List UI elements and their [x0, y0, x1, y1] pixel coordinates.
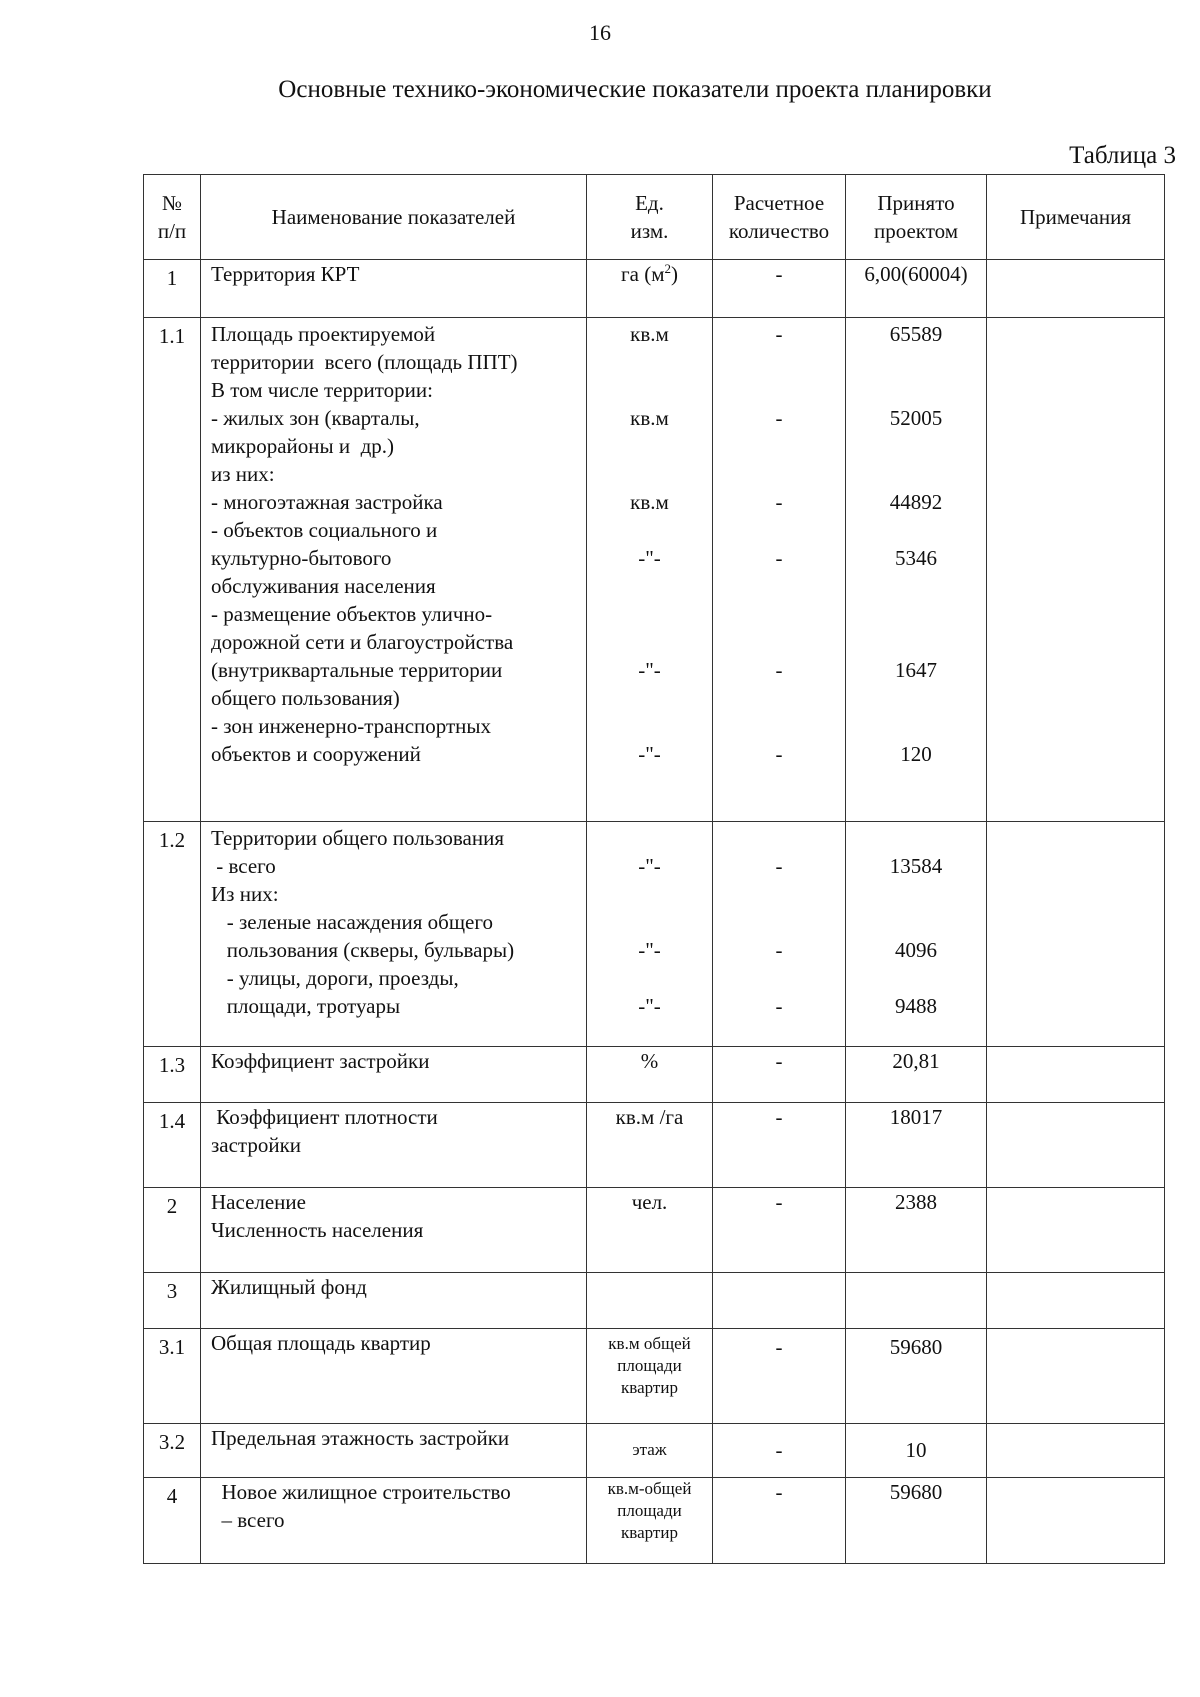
cell-line — [713, 348, 845, 376]
cell-line — [587, 460, 712, 488]
cell-line — [713, 572, 845, 600]
table-row-1-3 — [144, 1047, 1165, 1103]
cell-line: микрорайоны и др.) — [211, 434, 395, 458]
cell-line — [587, 376, 712, 404]
row-unit: га $(м^2)$ — [587, 260, 713, 318]
row-name: Предельная этажность застройки — [201, 1424, 587, 1478]
cell-line: - — [775, 490, 783, 514]
row-name: Общая площадь квартир — [201, 1329, 587, 1424]
cell-line: Численность населения — [211, 1218, 424, 1242]
cell-line — [587, 516, 712, 544]
cell-line — [713, 824, 845, 852]
cell-line: 65589 — [889, 322, 943, 346]
cell-line: - — [775, 854, 783, 878]
cell-line: - зеленые насаждения общего — [211, 910, 493, 934]
cell-line: квартир — [621, 1523, 678, 1542]
cell-line — [587, 628, 712, 656]
cell-line: культурно-бытового — [211, 546, 392, 570]
row-calc: - — [713, 1329, 846, 1424]
table-row-1-2 — [144, 822, 1165, 1047]
row-notes — [987, 1047, 1165, 1103]
table-row-4 — [144, 1478, 1165, 1564]
cell-line: кв.м — [630, 406, 669, 430]
row-unit — [587, 318, 713, 822]
row-calc — [713, 1273, 846, 1329]
cell-line: застройки — [211, 1133, 302, 1157]
row-name — [201, 822, 587, 1047]
cell-line — [713, 712, 845, 740]
cell-line: 120 — [900, 742, 932, 766]
cell-line — [713, 880, 845, 908]
cell-line — [713, 628, 845, 656]
row-calc — [713, 318, 846, 822]
cell-line: Территории общего пользования — [211, 826, 505, 850]
row-name — [201, 1188, 587, 1273]
table-caption: Таблица 3 — [1069, 142, 1176, 169]
cell-line — [587, 684, 712, 712]
cell-line: квартир — [621, 1378, 678, 1397]
cell-line: - — [775, 546, 783, 570]
cell-line: Новое жилищное строительство — [211, 1480, 511, 1504]
row-value: 10 — [846, 1424, 987, 1478]
row-calc: - — [713, 1424, 846, 1478]
header-name: Наименование показателей — [201, 175, 587, 260]
cell-line — [846, 908, 986, 936]
header-notes: Примечания — [987, 175, 1165, 260]
table-row-3-2 — [144, 1424, 1165, 1478]
table-row-1-4 — [144, 1103, 1165, 1188]
cell-line — [587, 348, 712, 376]
row-number: 3.1 — [144, 1329, 201, 1424]
row-value: 59680 — [846, 1329, 987, 1424]
row-notes — [987, 822, 1165, 1047]
row-number: 1 — [144, 260, 201, 318]
cell-line: 13584 — [889, 854, 943, 878]
row-unit — [587, 1273, 713, 1329]
cell-line: кв.м общей — [608, 1334, 691, 1353]
table-row-3-1 — [144, 1329, 1165, 1424]
cell-line: кв.м — [630, 490, 669, 514]
cell-line — [846, 824, 986, 852]
row-notes — [987, 1273, 1165, 1329]
cell-line — [846, 880, 986, 908]
row-number: 2 — [144, 1188, 201, 1273]
row-notes — [987, 1188, 1165, 1273]
cell-line: - зон инженерно-транспортных — [211, 714, 492, 738]
cell-line: 1647 — [895, 658, 937, 682]
cell-line: площади, тротуары — [211, 994, 401, 1018]
cell-line — [846, 628, 986, 656]
cell-line: - — [775, 994, 783, 1018]
cell-line — [846, 432, 986, 460]
cell-line: 44892 — [889, 490, 943, 514]
row-number: 1.2 — [144, 822, 201, 1047]
row-calc: - — [713, 1188, 846, 1273]
row-unit: кв.м /га — [587, 1103, 713, 1188]
cell-line — [846, 460, 986, 488]
cell-line: -"- — [638, 854, 661, 878]
cell-line: территории всего (площадь ППТ) — [211, 350, 518, 374]
cell-line — [846, 348, 986, 376]
row-unit: этаж — [587, 1424, 713, 1478]
cell-line: - всего — [211, 854, 276, 878]
cell-line: -"- — [638, 658, 661, 682]
cell-line: площади — [617, 1501, 682, 1520]
row-calc — [713, 822, 846, 1047]
row-value — [846, 1273, 987, 1329]
cell-line: кв.м — [630, 322, 669, 346]
row-name — [201, 1478, 587, 1564]
cell-line: - объектов социального и — [211, 518, 438, 542]
cell-line — [846, 572, 986, 600]
cell-line: обслуживания населения — [211, 574, 436, 598]
row-name: Коэффициент застройки — [201, 1047, 587, 1103]
cell-line — [587, 600, 712, 628]
cell-line — [587, 712, 712, 740]
cell-line: 52005 — [889, 406, 943, 430]
row-calc: - — [713, 260, 846, 318]
cell-line: 9488 — [895, 994, 937, 1018]
cell-line: (внутриквартальные территории — [211, 658, 503, 682]
cell-line: -"- — [638, 938, 661, 962]
table-row-2 — [144, 1188, 1165, 1273]
cell-line — [713, 516, 845, 544]
row-calc: - — [713, 1103, 846, 1188]
document-title: Основные технико-экономические показатели проекта планировки — [278, 76, 992, 103]
cell-line — [846, 684, 986, 712]
cell-line: дорожной сети и благоустройства — [211, 630, 514, 654]
cell-line: Из них: — [211, 882, 279, 906]
row-name: Территория КРТ — [201, 260, 587, 318]
header-accepted: Принято проектом — [846, 175, 987, 260]
header-unit: Ед. изм. — [587, 175, 713, 260]
cell-line — [587, 824, 712, 852]
row-number: 1.4 — [144, 1103, 201, 1188]
cell-line: - многоэтажная застройка — [211, 490, 443, 514]
cell-line: из них: — [211, 462, 275, 486]
cell-line — [587, 432, 712, 460]
row-value: 20,81 — [846, 1047, 987, 1103]
cell-line — [713, 964, 845, 992]
row-calc: - — [713, 1478, 846, 1564]
table-row-1-1 — [144, 318, 1165, 822]
row-notes — [987, 1329, 1165, 1424]
header-num: № п/п — [144, 175, 201, 260]
cell-line: Площадь проектируемой — [211, 322, 436, 346]
cell-line: Коэффициент плотности — [211, 1105, 438, 1129]
cell-line — [713, 600, 845, 628]
cell-line: - — [775, 406, 783, 430]
table-row-1 — [144, 260, 1165, 318]
row-name: Жилищный фонд — [201, 1273, 587, 1329]
row-notes — [987, 1478, 1165, 1564]
cell-line — [713, 684, 845, 712]
cell-line: В том числе территории: — [211, 378, 433, 402]
cell-line — [713, 908, 845, 936]
cell-line: – всего — [211, 1508, 285, 1532]
cell-line: - улицы, дороги, проезды, — [211, 966, 459, 990]
cell-line — [587, 572, 712, 600]
cell-line — [713, 376, 845, 404]
cell-line: пользования (скверы, бульвары) — [211, 938, 515, 962]
cell-line — [713, 460, 845, 488]
cell-line: общего пользования) — [211, 686, 400, 710]
row-value — [846, 822, 987, 1047]
row-value: 6,00(60004) — [846, 260, 987, 318]
cell-line: - — [775, 322, 783, 346]
header-calc: Расчетное количество — [713, 175, 846, 260]
indicators-table — [143, 174, 1165, 1564]
row-number: 3.2 — [144, 1424, 201, 1478]
row-notes — [987, 318, 1165, 822]
row-notes — [987, 1103, 1165, 1188]
row-unit — [587, 1329, 713, 1424]
row-value: 18017 — [846, 1103, 987, 1188]
cell-line: объектов и сооружений — [211, 742, 421, 766]
cell-line: - — [775, 658, 783, 682]
row-value: 2388 — [846, 1188, 987, 1273]
table-header-row — [144, 175, 1165, 260]
row-notes — [987, 260, 1165, 318]
cell-line — [846, 964, 986, 992]
row-number: 3 — [144, 1273, 201, 1329]
cell-line — [846, 600, 986, 628]
row-unit — [587, 1478, 713, 1564]
row-unit: % — [587, 1047, 713, 1103]
cell-line: площади — [617, 1356, 682, 1375]
cell-line: -"- — [638, 742, 661, 766]
row-name — [201, 1103, 587, 1188]
cell-line — [846, 712, 986, 740]
row-value: 59680 — [846, 1478, 987, 1564]
cell-line: - — [775, 742, 783, 766]
cell-line — [587, 880, 712, 908]
cell-line: -"- — [638, 546, 661, 570]
row-name — [201, 318, 587, 822]
row-number: 1.3 — [144, 1047, 201, 1103]
row-notes — [987, 1424, 1165, 1478]
row-unit — [587, 822, 713, 1047]
cell-line: кв.м-общей — [607, 1479, 692, 1498]
cell-line: - жилых зон (кварталы, — [211, 406, 420, 430]
cell-line — [587, 908, 712, 936]
cell-line: Население — [211, 1190, 306, 1214]
row-number: 1.1 — [144, 318, 201, 822]
cell-line — [846, 376, 986, 404]
cell-line: - — [775, 938, 783, 962]
cell-line — [846, 516, 986, 544]
table-row-3 — [144, 1273, 1165, 1329]
cell-line: - размещение объектов улично- — [211, 602, 493, 626]
cell-line: -"- — [638, 994, 661, 1018]
cell-line — [713, 432, 845, 460]
cell-line: 5346 — [895, 546, 937, 570]
cell-line: 4096 — [895, 938, 937, 962]
row-unit: чел. — [587, 1188, 713, 1273]
cell-line — [587, 964, 712, 992]
row-number: 4 — [144, 1478, 201, 1564]
page-number: 16 — [589, 20, 611, 45]
row-calc: - — [713, 1047, 846, 1103]
row-value — [846, 318, 987, 822]
